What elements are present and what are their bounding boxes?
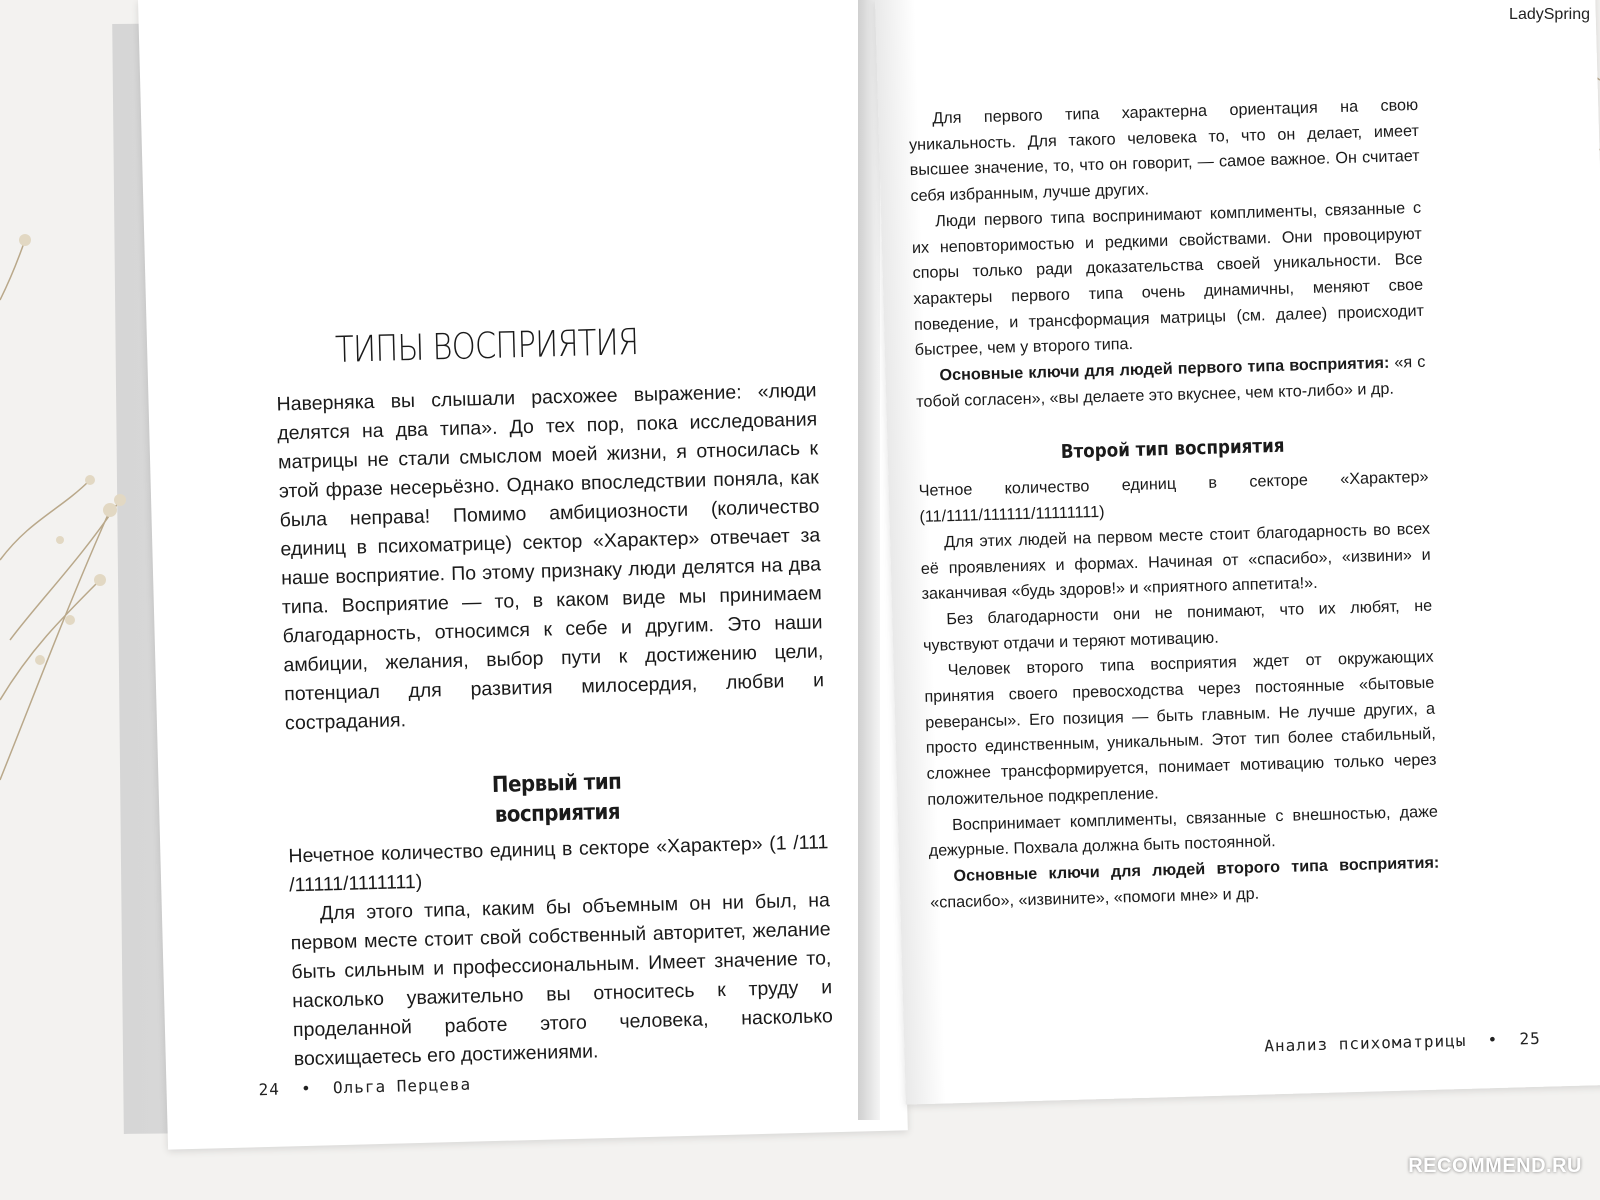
left-page-content (275, 317, 834, 1074)
book-gutter (858, 0, 880, 1120)
watermark-site: RECOMMEND.RU (1408, 1155, 1582, 1177)
watermark-username: LadySpring (1509, 6, 1590, 23)
second-type-keys-text: «спасибо», «извините», «помоги мне» и др. (929, 884, 1260, 912)
right-page-number: 25 (1519, 1028, 1541, 1049)
left-folio (258, 1075, 471, 1100)
first-type-keys-label: Основные ключи для людей первого типа восприятия: (939, 353, 1390, 385)
right-paragraph-5: Человек второго типа восприятия ждет от окружающих принятия своего превосходства через постоянные «бытовые реверансы». Его позиция — быть главным. Не лучше других, а просто единственным, уникальным. Этот тип более стабильный, сложнее трансформируется, понимает мотивацию только через положительное подкрепление. (924, 648, 1437, 809)
intro-paragraph: Наверняка вы слышали расхожее выражение: «люди делятся на два типа». До тех пор, пока исследования матрицы не стали смыслом моей жизни, я относилась к этой фразе несерьёзно. Однако впоследствии поняла, как была неправа! Помимо амбициозности (количество единиц в психоматрице) сектор «Характер» отвечает за наше восприятие. По этому признаку люди делятся на два типа. Восприятие — то, в каком виде мы принимаем благодарность, относимся к себе и другим. Это наши амбиции, желания, выбор пути к достижению цели, потенциал для развития милосердия, любви и сострадания. (276, 379, 825, 735)
left-folio-bullet: • (300, 1078, 312, 1099)
dried-flower-left-icon (0, 180, 150, 820)
running-head: Анализ психоматрицы (1264, 1030, 1467, 1056)
right-paragraph-4: Без благодарности они не понимают, что их любят, не чувствуют отдачи и теряют мотивацию. (922, 596, 1433, 655)
left-page (138, 0, 908, 1150)
second-type-heading: Второй тип восприятия (1060, 435, 1285, 464)
odd-count-text: Нечетное количество единиц в секторе «Характер» (1 /111 /11111/1111111) (288, 831, 829, 897)
right-folio-bullet: • (1487, 1030, 1499, 1050)
first-type-heading-line1: Первый тип (491, 769, 622, 798)
right-paragraph-2: Люди первого типа воспринимают комплименты, связанные с их неповторимостью и редкими свойствами. Они провоцируют споры только ради доказательства своей уникальности. Все характеры первого типа очень динамичны, меняют свое поведение, и трансформация матрицы (см. далее) происходит быстрее, чем у второго типа. (911, 198, 1425, 360)
right-page-content (908, 93, 1440, 916)
second-type-keys-label: Основные ключи для людей второго типа восприятия: (953, 853, 1440, 886)
chapter-title: ТИПЫ ВОСПРИЯТИЯ (334, 322, 639, 371)
right-folio (1264, 1029, 1541, 1056)
first-type-paragraph: Для этого типа, каким бы объемным он ни был, на первом месте стоит свой собственный авторитет, желание быть сильным и профессиональным. Имеет значение то, насколько уважительно вы относитесь к труду и проделанной работе этого человека, насколько восхищаетесь его достижениями. (290, 889, 834, 1071)
first-type-heading (286, 762, 827, 836)
first-type-keys-text: «я с тобой согласен», «вы делаете это вкуснее, чем кто-либо» и др. (915, 352, 1426, 411)
right-paragraph-1: Для первого типа характерна ориентация на свою уникальность. Для такого человека то, что он делает, имеет высшее значение, то, что он говорит, — самое важное. Он считает себя избранным, лучше других. (908, 95, 1420, 206)
author-name: Ольга Перцева (332, 1074, 472, 1098)
right-paragraph-6: Воспринимает комплименты, связанные с внешностью, даже дежурные. Похвала должна быть постоянной. (928, 802, 1439, 861)
first-type-heading-line2: восприятия (494, 799, 621, 828)
even-count-text: Четное количество единиц в секторе «Характер» (11/1111/111111/11111111) (918, 468, 1429, 527)
right-page (875, 0, 1600, 1105)
right-paragraph-3: Для этих людей на первом месте стоит благодарность во всех её проявлениях и формах. Начиная от «спасибо», «извини» и заканчивая «будь здоров!» и «приятного аппетита!». (920, 519, 1431, 604)
left-page-number: 24 (258, 1079, 281, 1100)
